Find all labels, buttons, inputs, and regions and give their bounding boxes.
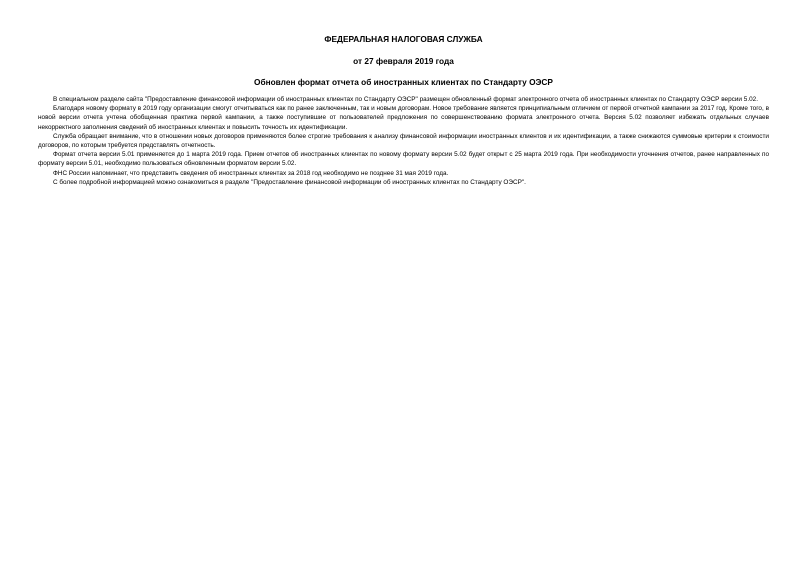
document-body: [38, 95, 769, 187]
paragraph: В специальном разделе сайта "Предоставление финансовой информации об иностранных клиентах по Стандарту ОЭСР" размещен обновленный формат электронного отчета об иностранных клиентах по Стандарту ОЭСР версии 5.02.: [53, 96, 758, 103]
paragraph: Служба обращает внимание, что в отношении новых договоров применяются более строгие требования к анализу финансовой информации иностранных клиентов и их идентификации, а также снижаются суммовые критерии к стоимости договоров, по которым требуется представлять отчетность.: [38, 132, 769, 150]
paragraph: Благодаря новому формату в 2019 году организации смогут отчитываться как по ранее заключенным, так и новым договорам. Новое требование является принципиальным отличием от первой отчетной кампании за 2017 год. Кроме того, в новой версии отчета учтена обобщенная практика первой кампании, а также поступившие от пользователей предложения по совершенствованию формата электронного отчета. Версия 5.02 позволяет избежать отдельных случаев некорректного заполнения сведений об иностранных клиентах и повысить точность их идентификации.: [38, 105, 769, 131]
paragraph: Формат отчета версии 5.01 применяется до 1 марта 2019 года. Прием отчетов об иностранных клиентах по новому формату версии 5.02 будет открыт с 25 марта 2019 года. При необходимости уточнения отчетов, ранее направленных по формату версии 5.01, необходимо пользоваться обновленным форматом версии 5.02.: [38, 151, 769, 168]
paragraph: С более подробной информацией можно ознакомиться в разделе "Предоставление финансовой информации об иностранных клиентах по Стандарту ОЭСР".: [53, 178, 526, 186]
document-title: Обновлен формат отчета об иностранных клиентах по Стандарту ОЭСР: [254, 77, 553, 87]
paragraph: ФНС России напоминает, что представить сведения об иностранных клиентах за 2018 год необходимо не позднее 31 мая 2019 года.: [53, 169, 449, 177]
agency-heading: ФЕДЕРАЛЬНАЯ НАЛОГОВАЯ СЛУЖБА: [324, 34, 483, 44]
document-date: от 27 февраля 2019 года: [353, 56, 454, 66]
